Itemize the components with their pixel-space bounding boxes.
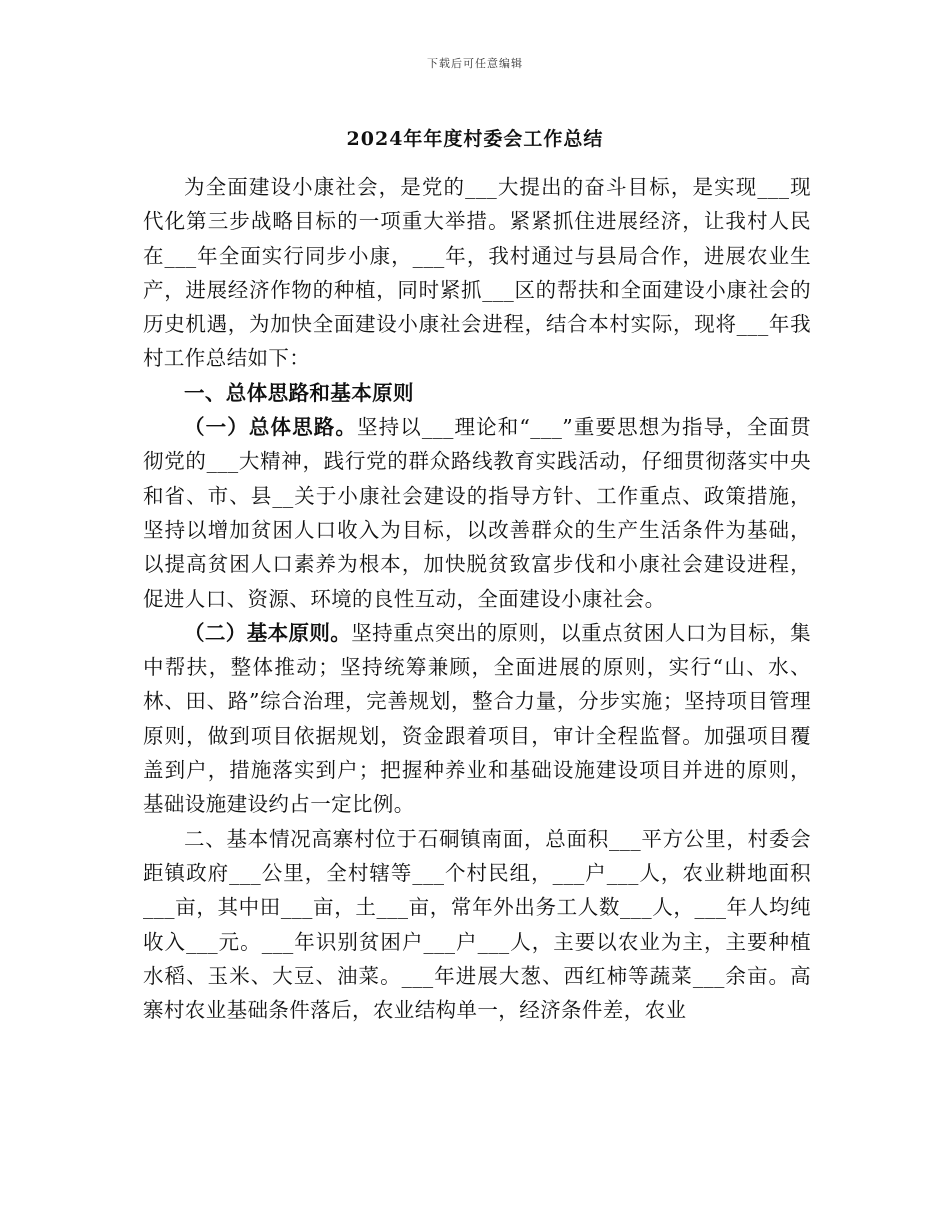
page-header-note: 下载后可任意编辑 xyxy=(427,57,523,70)
subheading-overall-approach: （一）总体思路。 xyxy=(184,415,357,440)
document-body xyxy=(143,170,811,1027)
intro-paragraph: 为全面建设小康社会，是党的___大提出的奋斗目标，是实现___现代化第三步战略目标的一项重大举措。紧紧抓住进展经济，让我村人民在___年全面实行同步小康，___年，我村通过与县局合作，进展农业生产，进展经济作物的种植，同时紧抓___区的帮扶和全面建设小康社会的历史机遇，为加快全面建设小康社会进程，结合本村实际，现将___年我村工作总结如下： xyxy=(143,175,811,371)
paragraph-overall-approach xyxy=(143,410,811,616)
subheading-basic-principles: （二）基本原则。 xyxy=(184,620,352,645)
paragraph-basic-situation: 二、基本情况高寨村位于石硐镇南面，总面积___平方公里，村委会距镇政府___公里，全村辖等___个村民组，___户___人，农业耕地面积___亩，其中田___亩，土___亩，常年外出务工人数___人，___年人均纯收入___元。___年识别贫困户___户___人，主要以农业为主，主要种植水稻、玉米、大豆、油菜。___年进展大葱、西红柿等蔬菜___余亩。高寨村农业基础条件落后，农业结构单一，经济条件差，农业 xyxy=(143,826,811,1023)
section-heading-principles: 一、总体思路和基本原则 xyxy=(184,380,414,405)
document-title: 2024年年度村委会工作总结 xyxy=(346,128,604,150)
overall-approach-text: 坚持以___理论和“___”重要思想为指导，全面贯彻党的___大精神，践行党的群众路线教育实践活动，仔细贯彻落实中央和省、市、县__关于小康社会建设的指导方针、工作重点、政策措施，坚持以增加贫困人口收入为目标，以改善群众的生产生活条件为基础，以提高贫困人口素养为根本，加快脱贫致富步伐和小康社会建设进程，促进人口、资源、环境的良性互动，全面建设小康社会。 xyxy=(143,415,811,611)
basic-principles-text: 坚持重点突出的原则，以重点贫困人口为目标，集中帮扶，整体推动；坚持统筹兼顾，全面进展的原则，实行“山、水、林、田、路”综合治理，完善规划，整合力量，分步实施；坚持项目管理原则，做到项目依据规划，资金跟着项目，审计全程监督。加强项目覆盖到户，措施落实到户；把握种养业和基础设施建设项目并进的原则，基础设施建设约占一定比例。 xyxy=(143,620,812,817)
paragraph-basic-principles xyxy=(143,616,811,822)
